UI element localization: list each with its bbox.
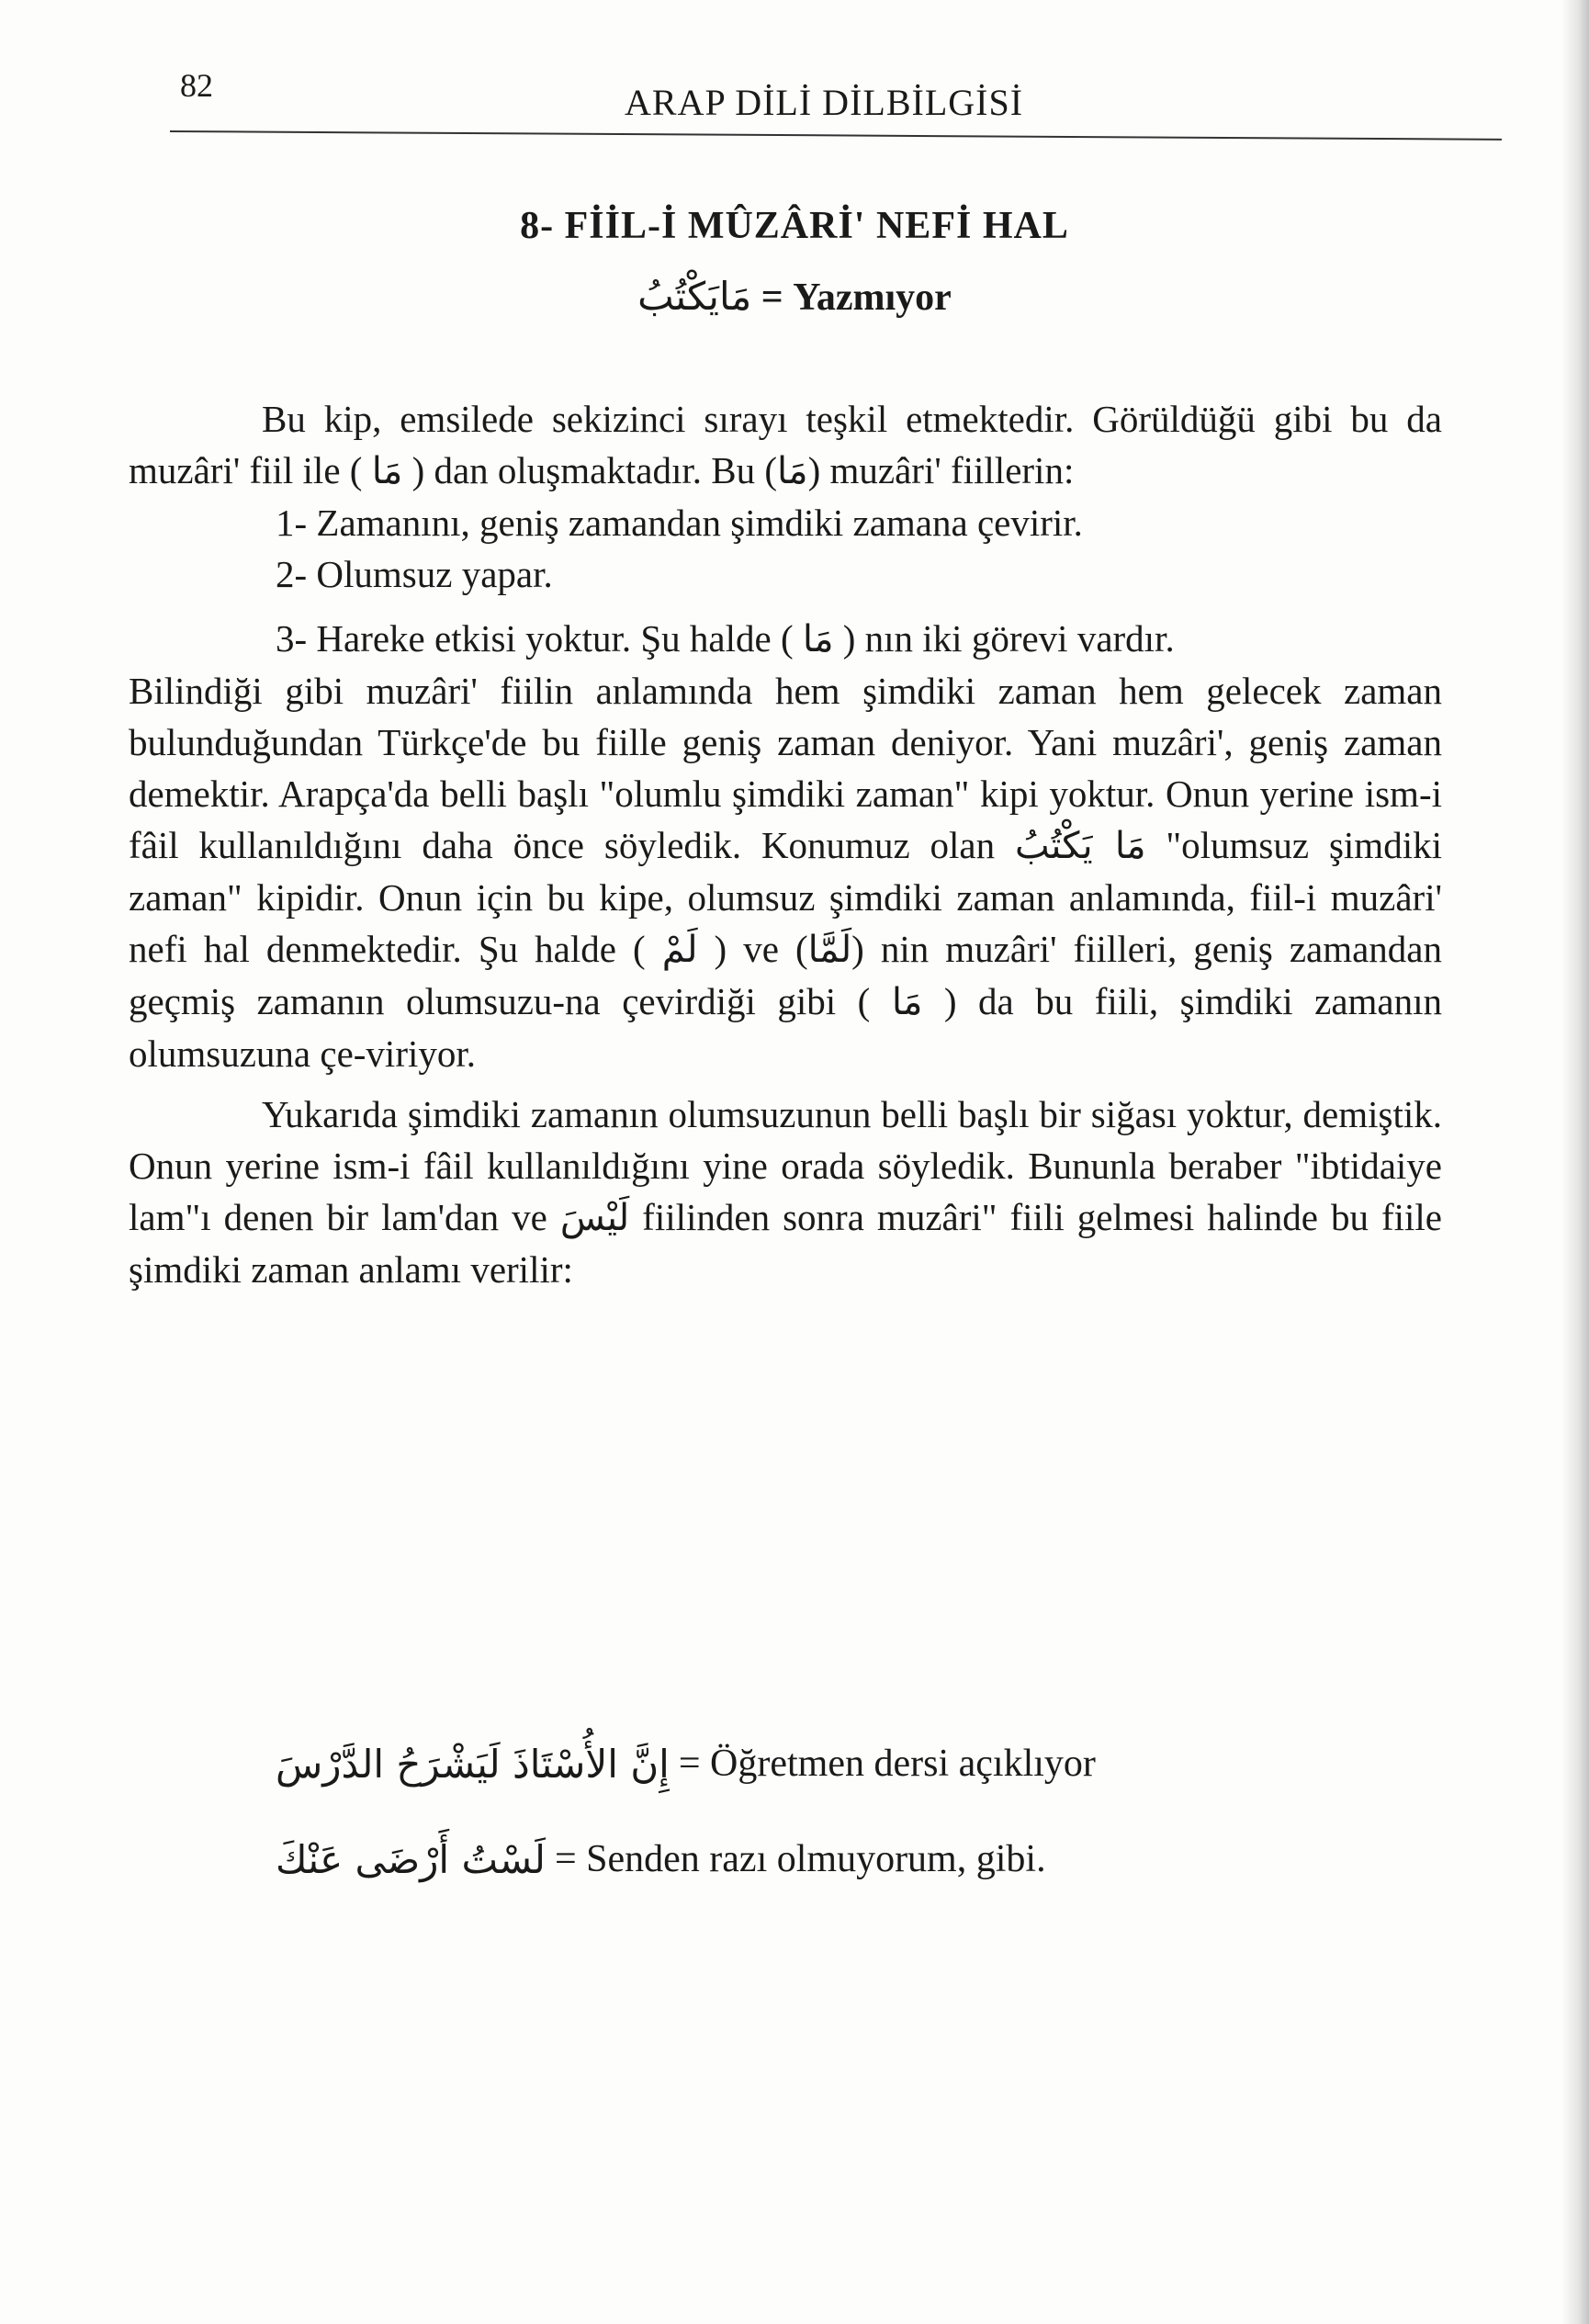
example-meaning: = Öğretmen dersi açıklıyor [678,1743,1096,1785]
example-row [276,1811,1096,1907]
body-text [129,393,1442,1295]
example-arabic: لَسْتُ أَرْضَى عَنْكَ [276,1836,546,1882]
paragraph-closing [129,1089,1442,1295]
paragraph-intro [129,393,1442,497]
arabic-ma-yaktubu: مَا يَكْتُبُ [1015,825,1146,867]
running-header: ARAP DİLİ DİLBİLGİSİ [625,82,1024,123]
header-rule [170,130,1502,141]
list-item-2: 2- Olumsuz yapar. [276,553,553,595]
section-subtitle [0,274,1589,320]
paragraph-text: Bilindiği gibi muzâri' fiilin anlamında hem şimdiki zaman hem gelecek zaman bulunduğundan Türkçe'de bu fiille geniş zaman deniyor. Yani muzâri', geniş zaman demektir. Arapça'da belli başlı "olumlu şimdiki zaman" kipi yoktur. Onun yerine ism-i fâil kullanıldığını daha önce söyledik. Konumuz olan [129,670,1442,866]
paragraph-text: ) dan oluşmaktadır. Bu ( [402,449,777,491]
example-row [276,1716,1096,1811]
paragraph-text: ) nin muzâri' fiilleri, geniş zamandan geçmiş zamanın olumsuzu-na çevirdiği gibi ( [129,928,1442,1022]
list-item-3 [129,613,1442,665]
arabic-lamma: لَمَّا [807,929,852,971]
list-item-1: 1- Zamanını, geniş zamandan şimdiki zamana çevirir. [276,502,1083,544]
paragraph-text: ) ve ( [697,928,808,970]
arabic-ma: مَا [776,450,808,492]
page-number: 82 [180,67,213,104]
paragraph-text: ) da bu fiili, şimdiki zamanın olumsuzuna çe-viriyor. [129,980,1443,1075]
list-text: 3- Hareke etkisi yoktur. Şu halde ( [276,617,803,660]
page-edge-shadow [1561,0,1589,2324]
paragraph-text: Bu kip, emsilede sekizinci sırayı teşkil etmektedir. Görüldüğü gibi bu da muzâri' fiil ile ( [129,398,1442,491]
arabic-ma: مَا [891,981,923,1023]
example-meaning: = Senden razı olmuyorum, gibi. [554,1838,1046,1880]
arabic-laysa: لَيْسَ [559,1197,630,1239]
paragraph-explanation [129,665,1442,1079]
arabic-ma: مَا [371,450,403,492]
section-title: 8- FİİL-İ MÛZÂRİ' NEFİ HAL [520,205,1069,247]
list-text: ) nın iki görevi vardır. [833,617,1175,660]
subtitle-arabic: مَايَكْتُبُ [637,274,752,319]
paragraph-text: "olumsuz şimdiki zaman" kipidir. Onun için bu kipe, olumsuz şimdiki zaman anlamında, fiil-i muzâri' nefi hal denmektedir. Şu halde ( [129,824,1442,970]
example-arabic: إِنَّ الأُسْتَاذَ لَيَشْرَحُ الدَّرْسَ [276,1741,670,1787]
subtitle-translation: = Yazmıyor [761,276,952,319]
arabic-ma: مَا [802,618,834,660]
paragraph-text: fiilinden sonra muzâri" fiili gelmesi halinde bu fiile şimdiki zaman anlamı verilir: [129,1196,1443,1291]
paragraph-text: ) muzâri' fiillerin: [807,449,1075,491]
paragraph-text: Yukarıda şimdiki zamanın olumsuzunun belli başlı bir siğası yoktur, demiştik. Onun yerine ism-i fâil kullanıldığını yine orada söyledik. Bununla beraber "ibtidaiye lam"ı denen bir lam'dan ve [129,1093,1442,1238]
examples-list [276,1716,1096,1907]
arabic-lam: لَمْ [661,929,698,971]
